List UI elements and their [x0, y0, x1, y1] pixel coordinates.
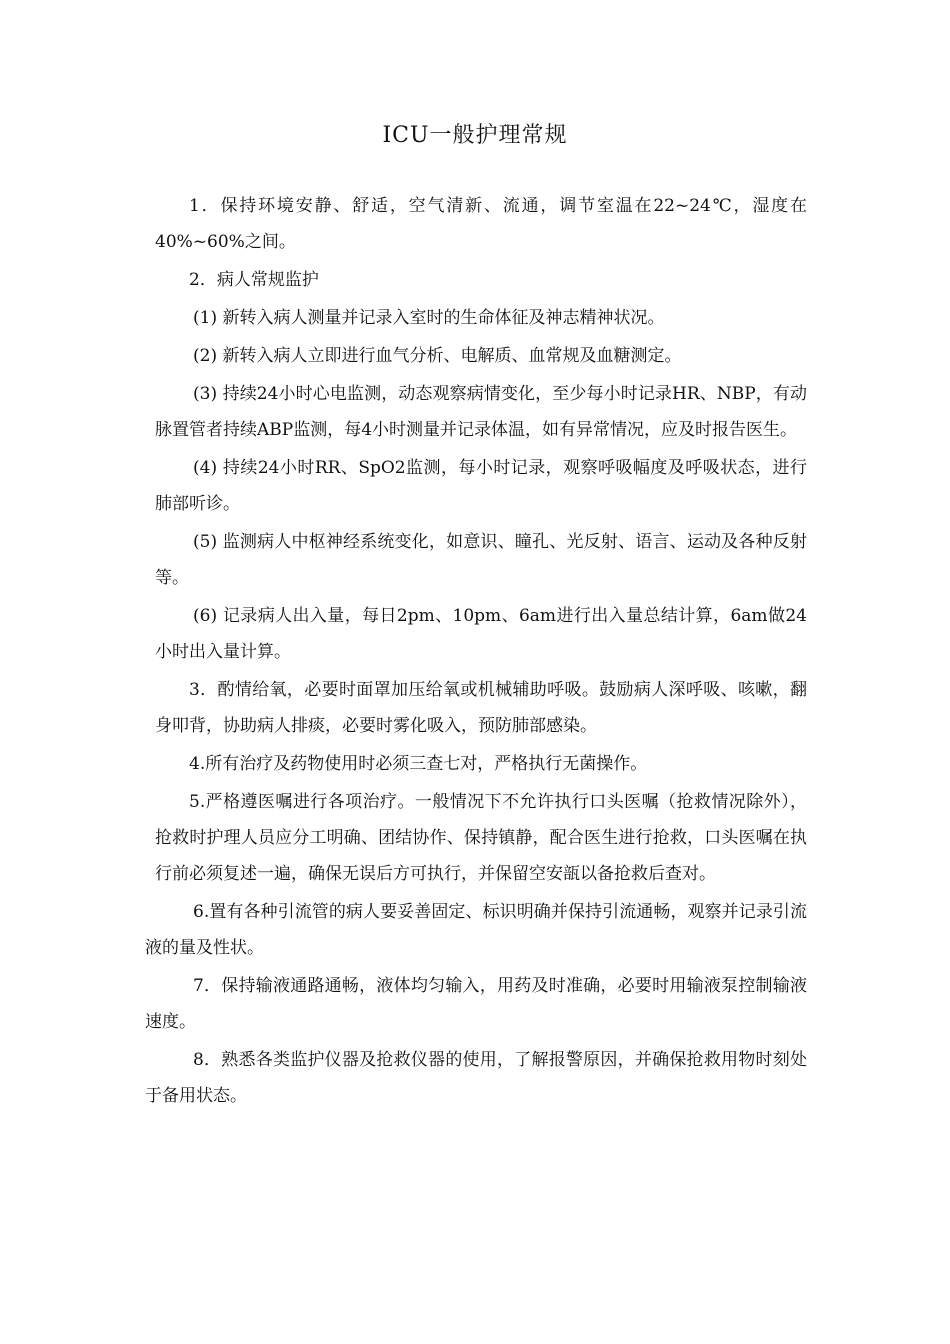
paragraph-5: 5.严格遵医嘱进行各项治疗。一般情况下不允许执行口头医嘱（抢救情况除外），抢救时护理人员应分工明确、团结协作、保持镇静，配合医生进行抢救，口头医嘱在执行前必须复述一遍，确保无误后方可执行，并保留空安瓿以备抢救后查对。	[155, 792, 807, 884]
paragraph-7: 7．保持输液通路通畅，液体均匀输入，用药及时准确，必要时用输液泵控制输液速度。	[145, 976, 807, 1032]
paragraph-2-5: (5) 监测病人中枢神经系统变化，如意识、瞳孔、光反射、语言、运动及各种反射等。	[155, 532, 807, 588]
paragraph-2-6: (6) 记录病人出入量，每日2pm、10pm、6am进行出入量总结计算，6am做24小时出入量计算。	[155, 606, 807, 662]
paragraph-2: 2．病人常规监护	[189, 270, 319, 290]
document-title: ICU一般护理常规	[382, 123, 568, 148]
paragraph-3: 3．酌情给氧，必要时面罩加压给氧或机械辅助呼吸。鼓励病人深呼吸、咳嗽，翻身叩背，协助病人排痰，必要时雾化吸入，预防肺部感染。	[155, 680, 807, 736]
paragraph-2-1: (1) 新转入病人测量并记录入室时的生命体征及神志精神状况。	[193, 308, 665, 328]
paragraph-1: 1．保持环境安静、舒适，空气清新、流通，调节室温在22~24℃，湿度在40%~60%之间。	[155, 196, 807, 252]
paragraph-8: 8．熟悉各类监护仪器及抢救仪器的使用，了解报警原因，并确保抢救用物时刻处于备用状态。	[145, 1050, 807, 1106]
paragraph-2-4: (4) 持续24小时RR、SpO2监测，每小时记录，观察呼吸幅度及呼吸状态，进行肺部听诊。	[155, 458, 807, 514]
paragraph-6: 6.置有各种引流管的病人要妥善固定、标识明确并保持引流通畅，观察并记录引流液的量及性状。	[145, 902, 807, 958]
paragraph-2-3: (3) 持续24小时心电监测，动态观察病情变化，至少每小时记录HR、NBP，有动脉置管者持续ABP监测，每4小时测量并记录体温，如有异常情况，应及时报告医生。	[155, 384, 807, 440]
paragraph-2-2: (2) 新转入病人立即进行血气分析、电解质、血常规及血糖测定。	[193, 346, 682, 366]
document-body	[145, 188, 807, 1116]
paragraph-4: 4.所有治疗及药物使用时必须三查七对，严格执行无菌操作。	[189, 754, 648, 774]
